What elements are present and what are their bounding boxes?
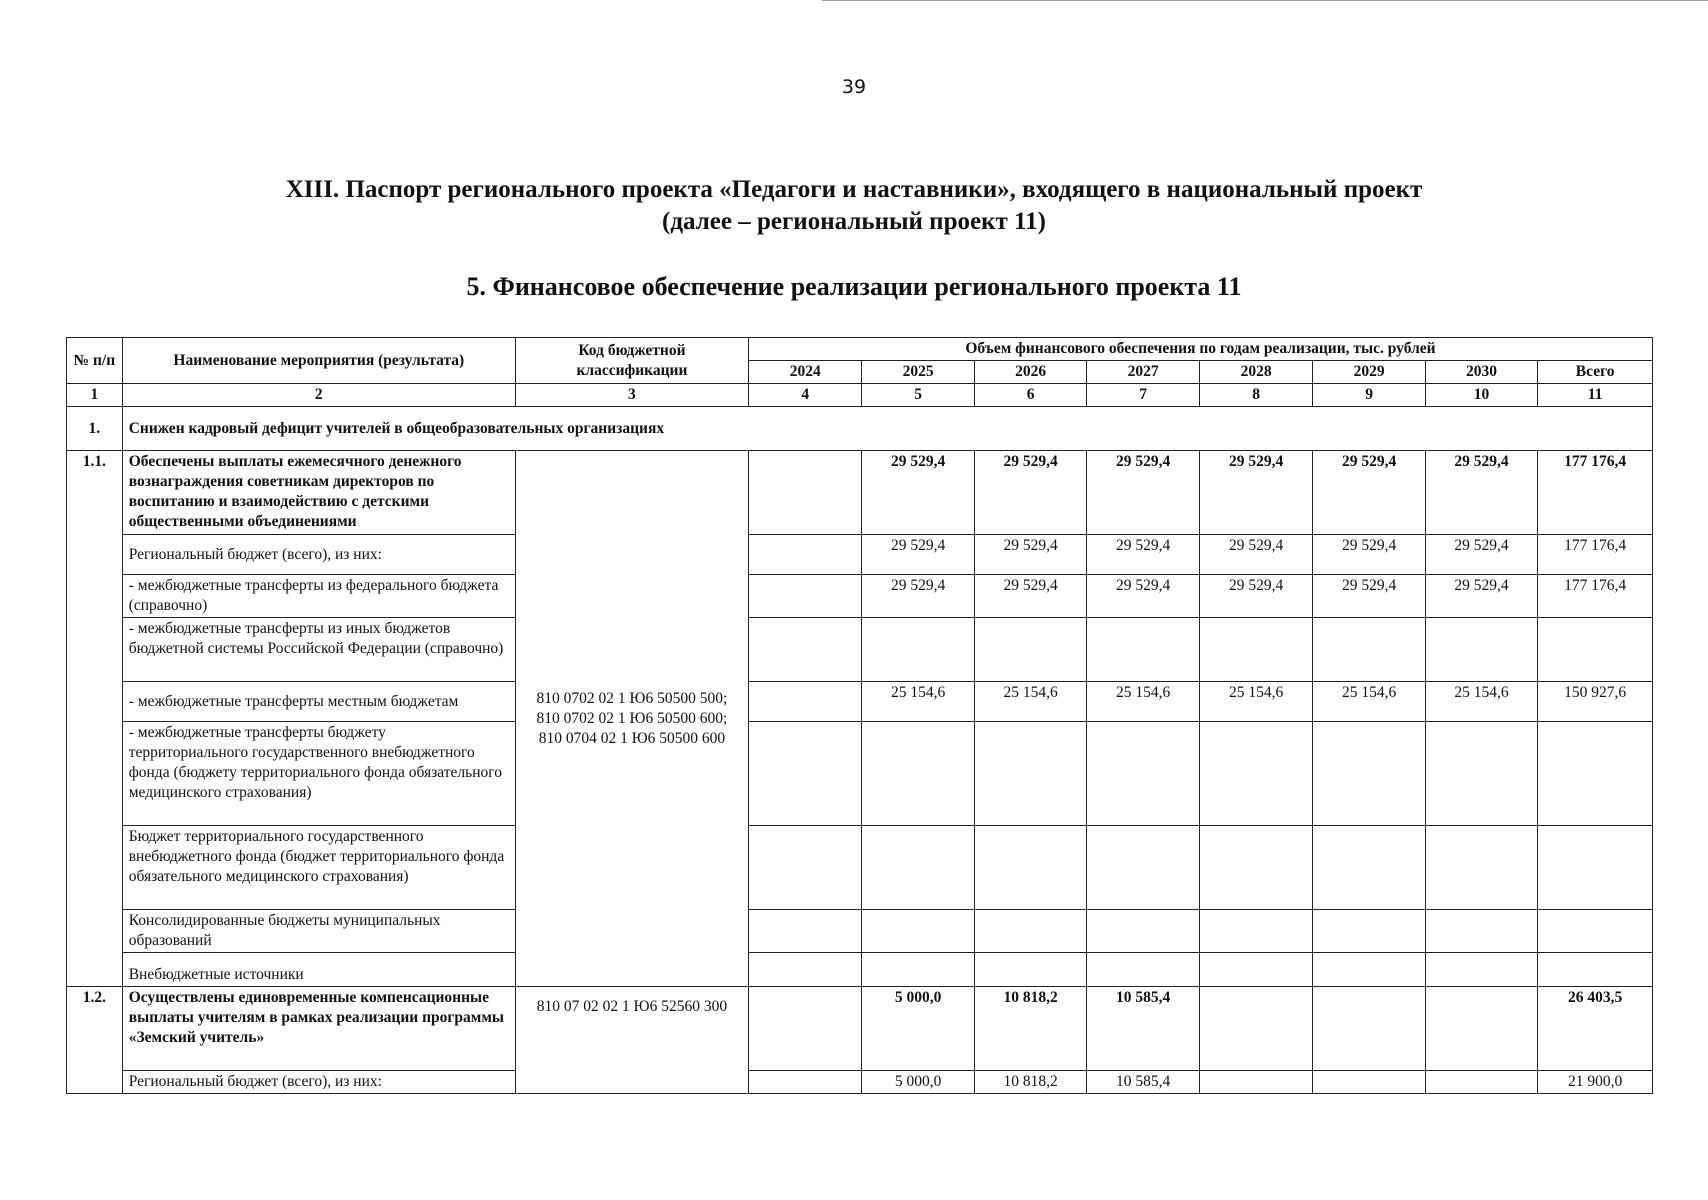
total-cell bbox=[1538, 618, 1653, 682]
col-number: 2 bbox=[122, 384, 515, 407]
col-number: 6 bbox=[974, 384, 1086, 407]
value-cell bbox=[1313, 722, 1425, 826]
value-cell bbox=[862, 618, 974, 682]
header-year: 2028 bbox=[1199, 361, 1312, 384]
value-cell bbox=[974, 910, 1086, 953]
total-cell bbox=[1538, 826, 1653, 910]
value-cell: 25 154,6 bbox=[1087, 682, 1199, 722]
total-cell bbox=[1538, 953, 1653, 987]
header-code: Код бюджетной классификации bbox=[515, 338, 748, 384]
value-cell bbox=[1425, 826, 1537, 910]
value-cell: 5 000,0 bbox=[862, 987, 974, 1071]
value-cell bbox=[862, 953, 974, 987]
value-cell bbox=[748, 535, 861, 575]
value-cell: 29 529,4 bbox=[1087, 535, 1199, 575]
header-year: 2026 bbox=[974, 361, 1086, 384]
value-cell: 25 154,6 bbox=[974, 682, 1086, 722]
value-cell bbox=[1199, 722, 1312, 826]
value-cell bbox=[1087, 953, 1199, 987]
value-cell bbox=[1087, 722, 1199, 826]
header-row-1 bbox=[67, 338, 1653, 361]
value-cell bbox=[1199, 826, 1312, 910]
value-cell bbox=[974, 722, 1086, 826]
row-name: Консолидированные бюджеты муниципальных образований bbox=[122, 910, 515, 953]
value-cell bbox=[748, 618, 861, 682]
col-number: 10 bbox=[1425, 384, 1537, 407]
value-cell: 10 818,2 bbox=[974, 1071, 1086, 1094]
value-cell bbox=[862, 910, 974, 953]
value-cell: 25 154,6 bbox=[1313, 682, 1425, 722]
row-name: Бюджет территориального государственного внебюджетного фонда (бюджет территориального фонда обязательного медицинского страхования) bbox=[122, 826, 515, 910]
row-name: Осуществлены единовременные компенсационные выплаты учителям в рамках реализации программы «Земский учитель» bbox=[122, 987, 515, 1071]
section-row bbox=[67, 407, 1653, 451]
col-number: 5 bbox=[862, 384, 974, 407]
top-edge-line bbox=[822, 0, 1708, 1]
value-cell: 10 585,4 bbox=[1087, 987, 1199, 1071]
value-cell: 29 529,4 bbox=[974, 535, 1086, 575]
value-cell: 25 154,6 bbox=[1425, 682, 1537, 722]
value-cell bbox=[748, 682, 861, 722]
table-row bbox=[67, 682, 1653, 722]
section-num: 1. bbox=[67, 407, 123, 451]
value-cell: 5 000,0 bbox=[862, 1071, 974, 1094]
row-name: - межбюджетные трансферты местным бюджетам bbox=[122, 682, 515, 722]
col-number: 7 bbox=[1087, 384, 1199, 407]
table-row bbox=[67, 826, 1653, 910]
value-cell: 29 529,4 bbox=[1425, 575, 1537, 618]
value-cell bbox=[1425, 987, 1537, 1071]
value-cell bbox=[1087, 618, 1199, 682]
value-cell: 29 529,4 bbox=[862, 575, 974, 618]
value-cell bbox=[748, 910, 861, 953]
col-number: 11 bbox=[1538, 384, 1653, 407]
header-volume: Объем финансового обеспечения по годам реализации, тыс. рублей bbox=[748, 338, 1652, 361]
value-cell: 29 529,4 bbox=[1199, 535, 1312, 575]
row-name: - межбюджетные трансферты бюджету территориального государственного внебюджетного фонда (бюджету территориального фонда обязательного медицинского страхования) bbox=[122, 722, 515, 826]
value-cell bbox=[748, 1071, 861, 1094]
value-cell bbox=[748, 722, 861, 826]
value-cell: 25 154,6 bbox=[1199, 682, 1312, 722]
page-number: 39 bbox=[841, 76, 867, 98]
value-cell bbox=[974, 618, 1086, 682]
financing-table bbox=[66, 337, 1653, 1094]
table-row bbox=[67, 618, 1653, 682]
value-cell: 29 529,4 bbox=[974, 575, 1086, 618]
total-cell bbox=[1538, 910, 1653, 953]
total-cell: 21 900,0 bbox=[1538, 1071, 1653, 1094]
value-cell bbox=[748, 826, 861, 910]
header-year: 2025 bbox=[862, 361, 974, 384]
value-cell bbox=[1087, 910, 1199, 953]
value-cell bbox=[1313, 618, 1425, 682]
col-number: 9 bbox=[1313, 384, 1425, 407]
value-cell bbox=[1425, 1071, 1537, 1094]
header-year: 2024 bbox=[748, 361, 861, 384]
col-number: 4 bbox=[748, 384, 861, 407]
value-cell: 29 529,4 bbox=[862, 451, 974, 535]
value-cell: 29 529,4 bbox=[1087, 575, 1199, 618]
header-name: Наименование мероприятия (результата) bbox=[122, 338, 515, 384]
budget-code: 810 07 02 02 1 Ю6 52560 300 bbox=[515, 987, 748, 1094]
row-name: Обеспечены выплаты ежемесячного денежного вознаграждения советникам директоров по воспитанию и взаимодействию с детскими общественными объединениями bbox=[122, 451, 515, 535]
value-cell: 29 529,4 bbox=[974, 451, 1086, 535]
value-cell: 29 529,4 bbox=[1425, 451, 1537, 535]
value-cell bbox=[1313, 987, 1425, 1071]
title-line-2: (далее – региональный проект 11) bbox=[662, 208, 1046, 235]
value-cell bbox=[748, 451, 861, 535]
value-cell bbox=[748, 987, 861, 1071]
header-year: 2029 bbox=[1313, 361, 1425, 384]
total-cell: 177 176,4 bbox=[1538, 575, 1653, 618]
page-title bbox=[0, 174, 1708, 238]
value-cell bbox=[1313, 953, 1425, 987]
total-cell: 177 176,4 bbox=[1538, 535, 1653, 575]
value-cell bbox=[1425, 953, 1537, 987]
value-cell bbox=[1199, 618, 1312, 682]
value-cell: 10 818,2 bbox=[974, 987, 1086, 1071]
value-cell bbox=[1425, 722, 1537, 826]
value-cell bbox=[1199, 910, 1312, 953]
col-number: 3 bbox=[515, 384, 748, 407]
item-num: 1.1. bbox=[67, 451, 123, 987]
value-cell bbox=[1199, 953, 1312, 987]
header-num: № п/п bbox=[67, 338, 123, 384]
row-name: Внебюджетные источники bbox=[122, 953, 515, 987]
item-num: 1.2. bbox=[67, 987, 123, 1094]
header-total: Всего bbox=[1538, 361, 1653, 384]
value-cell: 25 154,6 bbox=[862, 682, 974, 722]
total-cell bbox=[1538, 722, 1653, 826]
table-row bbox=[67, 535, 1653, 575]
table-row bbox=[67, 987, 1653, 1071]
value-cell bbox=[748, 575, 861, 618]
value-cell bbox=[1087, 826, 1199, 910]
value-cell bbox=[1199, 1071, 1312, 1094]
header-year: 2030 bbox=[1425, 361, 1537, 384]
value-cell bbox=[974, 953, 1086, 987]
value-cell: 29 529,4 bbox=[1087, 451, 1199, 535]
total-cell: 26 403,5 bbox=[1538, 987, 1653, 1071]
row-name: Региональный бюджет (всего), из них: bbox=[122, 1071, 515, 1094]
value-cell: 29 529,4 bbox=[1313, 535, 1425, 575]
value-cell bbox=[1425, 618, 1537, 682]
value-cell: 29 529,4 bbox=[1199, 575, 1312, 618]
value-cell: 29 529,4 bbox=[1199, 451, 1312, 535]
table-row bbox=[67, 722, 1653, 826]
col-number: 1 bbox=[67, 384, 123, 407]
value-cell bbox=[974, 826, 1086, 910]
value-cell: 29 529,4 bbox=[1425, 535, 1537, 575]
value-cell: 10 585,4 bbox=[1087, 1071, 1199, 1094]
total-cell: 150 927,6 bbox=[1538, 682, 1653, 722]
column-number-row bbox=[67, 384, 1653, 407]
value-cell bbox=[1199, 987, 1312, 1071]
table-row bbox=[67, 953, 1653, 987]
table-row bbox=[67, 1071, 1653, 1094]
value-cell: 29 529,4 bbox=[1313, 575, 1425, 618]
budget-code: 810 0702 02 1 Ю6 50500 500; 810 0702 02 1 Ю6 50500 600; 810 0704 02 1 Ю6 50500 600 bbox=[515, 451, 748, 987]
value-cell bbox=[862, 826, 974, 910]
row-name: - межбюджетные трансферты из иных бюджетов бюджетной системы Российской Федерации (справочно) bbox=[122, 618, 515, 682]
table-row bbox=[67, 575, 1653, 618]
value-cell: 29 529,4 bbox=[1313, 451, 1425, 535]
value-cell bbox=[1313, 1071, 1425, 1094]
value-cell bbox=[1425, 910, 1537, 953]
header-year: 2027 bbox=[1087, 361, 1199, 384]
value-cell bbox=[1313, 826, 1425, 910]
total-cell: 177 176,4 bbox=[1538, 451, 1653, 535]
value-cell bbox=[1313, 910, 1425, 953]
col-number: 8 bbox=[1199, 384, 1312, 407]
row-name: Региональный бюджет (всего), из них: bbox=[122, 535, 515, 575]
table-row bbox=[67, 451, 1653, 535]
row-name: - межбюджетные трансферты из федерального бюджета (справочно) bbox=[122, 575, 515, 618]
value-cell: 29 529,4 bbox=[862, 535, 974, 575]
value-cell bbox=[862, 722, 974, 826]
section-title: Снижен кадровый дефицит учителей в общеобразовательных организациях bbox=[122, 407, 1652, 451]
title-line-1: XIII. Паспорт регионального проекта «Педагоги и наставники», входящего в национальный проект bbox=[285, 176, 1423, 203]
section-subtitle: 5. Финансовое обеспечение реализации регионального проекта 11 bbox=[466, 272, 1242, 301]
value-cell bbox=[748, 953, 861, 987]
table-row bbox=[67, 910, 1653, 953]
